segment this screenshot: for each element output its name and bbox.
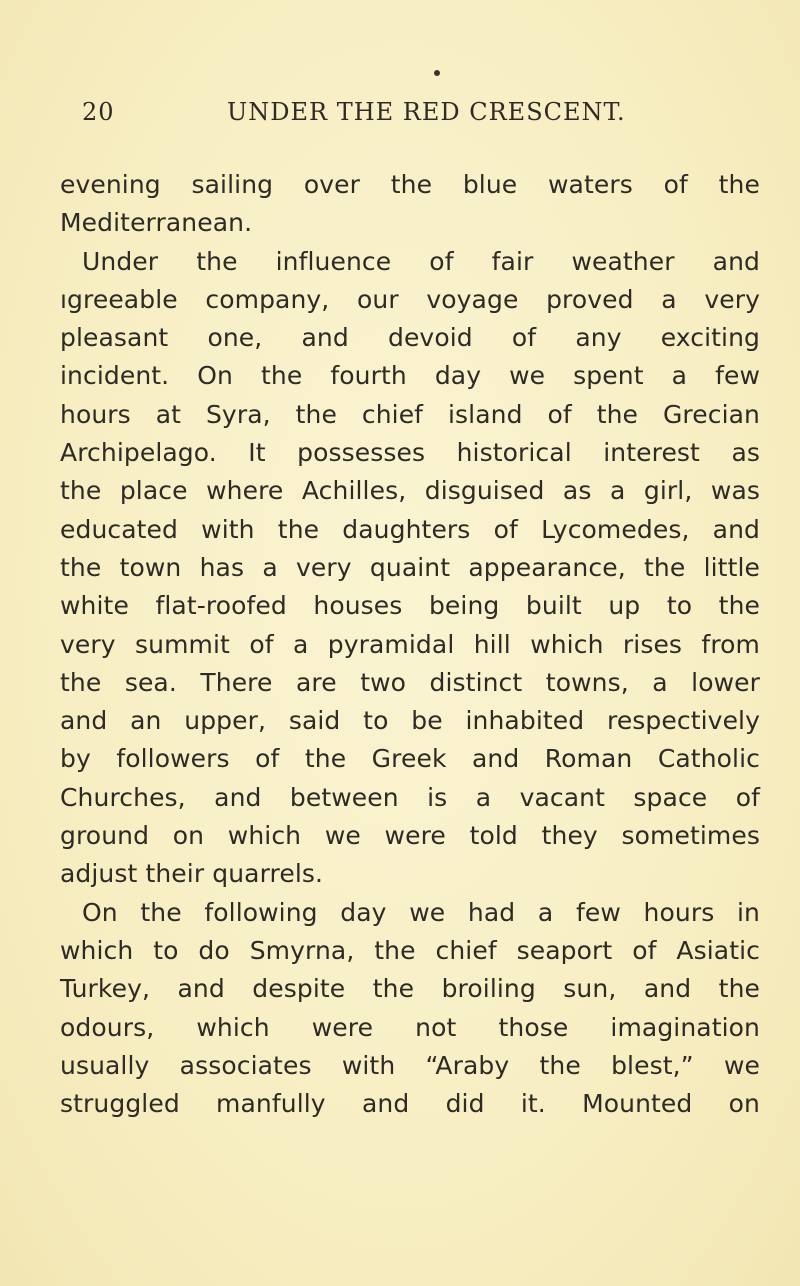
page-header [82, 98, 732, 138]
text-line: ground on which we were told they sometimes [60, 821, 760, 851]
ink-speck [434, 70, 440, 76]
text-line: educated with the daughters of Lycomedes, and [60, 514, 760, 544]
text-line: struggled manfully and did it. Mounted on [60, 1089, 760, 1119]
text-line: Turkey, and despite the broiling sun, and the [60, 974, 760, 1004]
page-number: 20 [82, 98, 115, 126]
text-line: pleasant one, and devoid of any exciting [60, 323, 760, 353]
text-line: On the following day we had a few hours in [82, 897, 760, 927]
text-line: the place where Achilles, disguised as a girl, was [60, 476, 760, 506]
text-line: which to do Smyrna, the chief seaport of Asiatic [60, 935, 760, 965]
text-line: evening sailing over the blue waters of the [60, 170, 760, 199]
text-line: very summit of a pyramidal hill which rises from [60, 629, 760, 659]
text-line: by followers of the Greek and Roman Catholic [60, 744, 760, 774]
text-line: adjust their quarrels. [60, 859, 324, 889]
text-line: odours, which were not those imagination [60, 1012, 760, 1042]
body-text [60, 166, 760, 1123]
text-line: white flat-roofed houses being built up to the [60, 591, 760, 621]
text-line: Under the influence of fair weather and [82, 246, 760, 276]
running-title: UNDER THE RED CRESCENT. [227, 98, 626, 126]
text-line: usually associates with “Araby the blest,” we [60, 1050, 760, 1080]
text-line: hours at Syra, the chief island of the Grecian [60, 399, 760, 429]
text-line: Archipelago. It possesses historical interest as [60, 438, 760, 468]
text-line: incident. On the fourth day we spent a few [60, 361, 760, 391]
text-line: and an upper, said to be inhabited respectively [60, 706, 760, 736]
text-line: Churches, and between is a vacant space of [60, 782, 760, 812]
text-line: the sea. There are two distinct towns, a lower [60, 667, 760, 697]
text-line: the town has a very quaint appearance, the little [60, 552, 760, 582]
text-line: ıgreeable company, our voyage proved a very [60, 284, 760, 314]
text-line: Mediterranean. [60, 208, 253, 238]
